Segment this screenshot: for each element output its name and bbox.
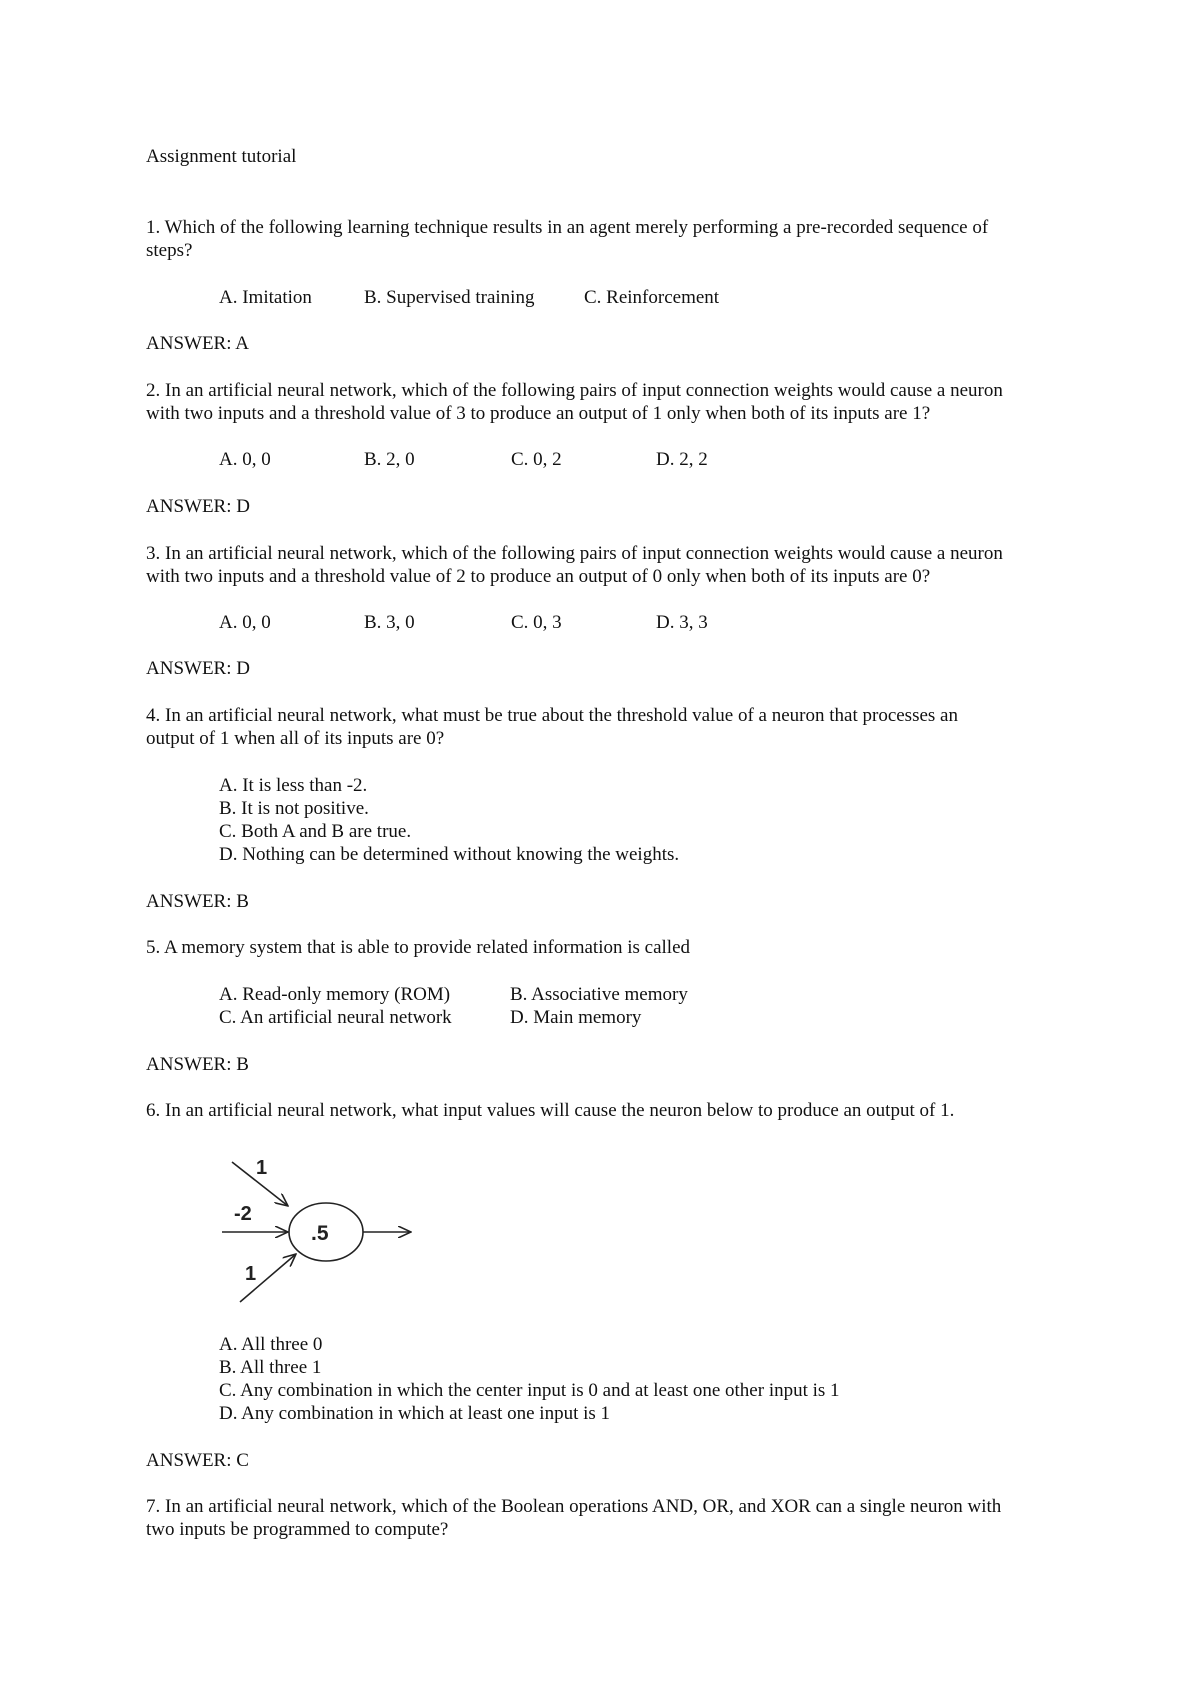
question-1-answer: ANSWER: A bbox=[146, 333, 249, 354]
question-2-option-c: C. 0, 2 bbox=[511, 449, 562, 470]
question-3-option-c: C. 0, 3 bbox=[511, 612, 562, 633]
question-4-option-a: A. It is less than -2. bbox=[219, 775, 368, 796]
question-7-stem-line-1: 7. In an artificial neural network, which of the Boolean operations AND, OR, and XOR can a single neuron with bbox=[146, 1496, 1002, 1517]
question-1-option-c: C. Reinforcement bbox=[584, 287, 720, 308]
weight-label-bottom: 1 bbox=[245, 1263, 257, 1285]
question-4-option-c: C. Both A and B are true. bbox=[219, 821, 412, 842]
question-5-option-c: C. An artificial neural network bbox=[219, 1007, 452, 1028]
question-2-answer: ANSWER: D bbox=[146, 496, 250, 517]
neuron-diagram bbox=[218, 1140, 518, 1310]
document-title: Assignment tutorial bbox=[146, 146, 297, 167]
question-5-option-b: B. Associative memory bbox=[510, 984, 688, 1005]
question-6-answer: ANSWER: C bbox=[146, 1450, 249, 1471]
question-4-answer: ANSWER: B bbox=[146, 891, 249, 912]
question-6-option-b: B. All three 1 bbox=[219, 1357, 322, 1378]
question-4-stem-line-1: 4. In an artificial neural network, what must be true about the threshold value of a neuron that processes an bbox=[146, 705, 958, 726]
weight-label-top: 1 bbox=[256, 1157, 268, 1179]
question-3-option-b: B. 3, 0 bbox=[364, 612, 415, 633]
question-7-stem-line-2: two inputs be programmed to compute? bbox=[146, 1519, 449, 1540]
question-6-option-d: D. Any combination in which at least one input is 1 bbox=[219, 1403, 611, 1424]
question-3-option-a: A. 0, 0 bbox=[219, 612, 271, 633]
question-4-option-d: D. Nothing can be determined without knowing the weights. bbox=[219, 844, 680, 865]
question-6-option-a: A. All three 0 bbox=[219, 1334, 323, 1355]
question-1-stem-line-1: 1. Which of the following learning technique results in an agent merely performing a pre-recorded sequence of bbox=[146, 217, 989, 238]
threshold-label: .5 bbox=[311, 1222, 329, 1245]
question-6-stem: 6. In an artificial neural network, what input values will cause the neuron below to produce an output of 1. bbox=[146, 1100, 955, 1121]
question-4-option-b: B. It is not positive. bbox=[219, 798, 369, 819]
question-3-stem-line-1: 3. In an artificial neural network, which of the following pairs of input connection weights would cause a neuron bbox=[146, 543, 1003, 564]
question-2-stem-line-1: 2. In an artificial neural network, which of the following pairs of input connection weights would cause a neuron bbox=[146, 380, 1003, 401]
question-2-option-a: A. 0, 0 bbox=[219, 449, 271, 470]
question-5-option-d: D. Main memory bbox=[510, 1007, 642, 1028]
question-5-option-a: A. Read-only memory (ROM) bbox=[219, 984, 451, 1005]
question-4-stem-line-2: output of 1 when all of its inputs are 0? bbox=[146, 728, 445, 749]
question-5-answer: ANSWER: B bbox=[146, 1054, 249, 1075]
question-3-answer: ANSWER: D bbox=[146, 658, 250, 679]
question-2-option-b: B. 2, 0 bbox=[364, 449, 415, 470]
question-1-stem-line-2: steps? bbox=[146, 240, 193, 261]
question-2-stem-line-2: with two inputs and a threshold value of 3 to produce an output of 1 only when both of its inputs are 1? bbox=[146, 403, 931, 424]
question-2-option-d: D. 2, 2 bbox=[656, 449, 708, 470]
question-1-option-a: A. Imitation bbox=[219, 287, 312, 308]
question-1-option-b: B. Supervised training bbox=[364, 287, 535, 308]
question-3-option-d: D. 3, 3 bbox=[656, 612, 708, 633]
question-5-stem: 5. A memory system that is able to provide related information is called bbox=[146, 937, 691, 958]
weight-label-middle: -2 bbox=[234, 1203, 252, 1225]
question-3-stem-line-2: with two inputs and a threshold value of 2 to produce an output of 0 only when both of its inputs are 0? bbox=[146, 566, 931, 587]
question-6-option-c: C. Any combination in which the center input is 0 and at least one other input is 1 bbox=[219, 1380, 840, 1401]
